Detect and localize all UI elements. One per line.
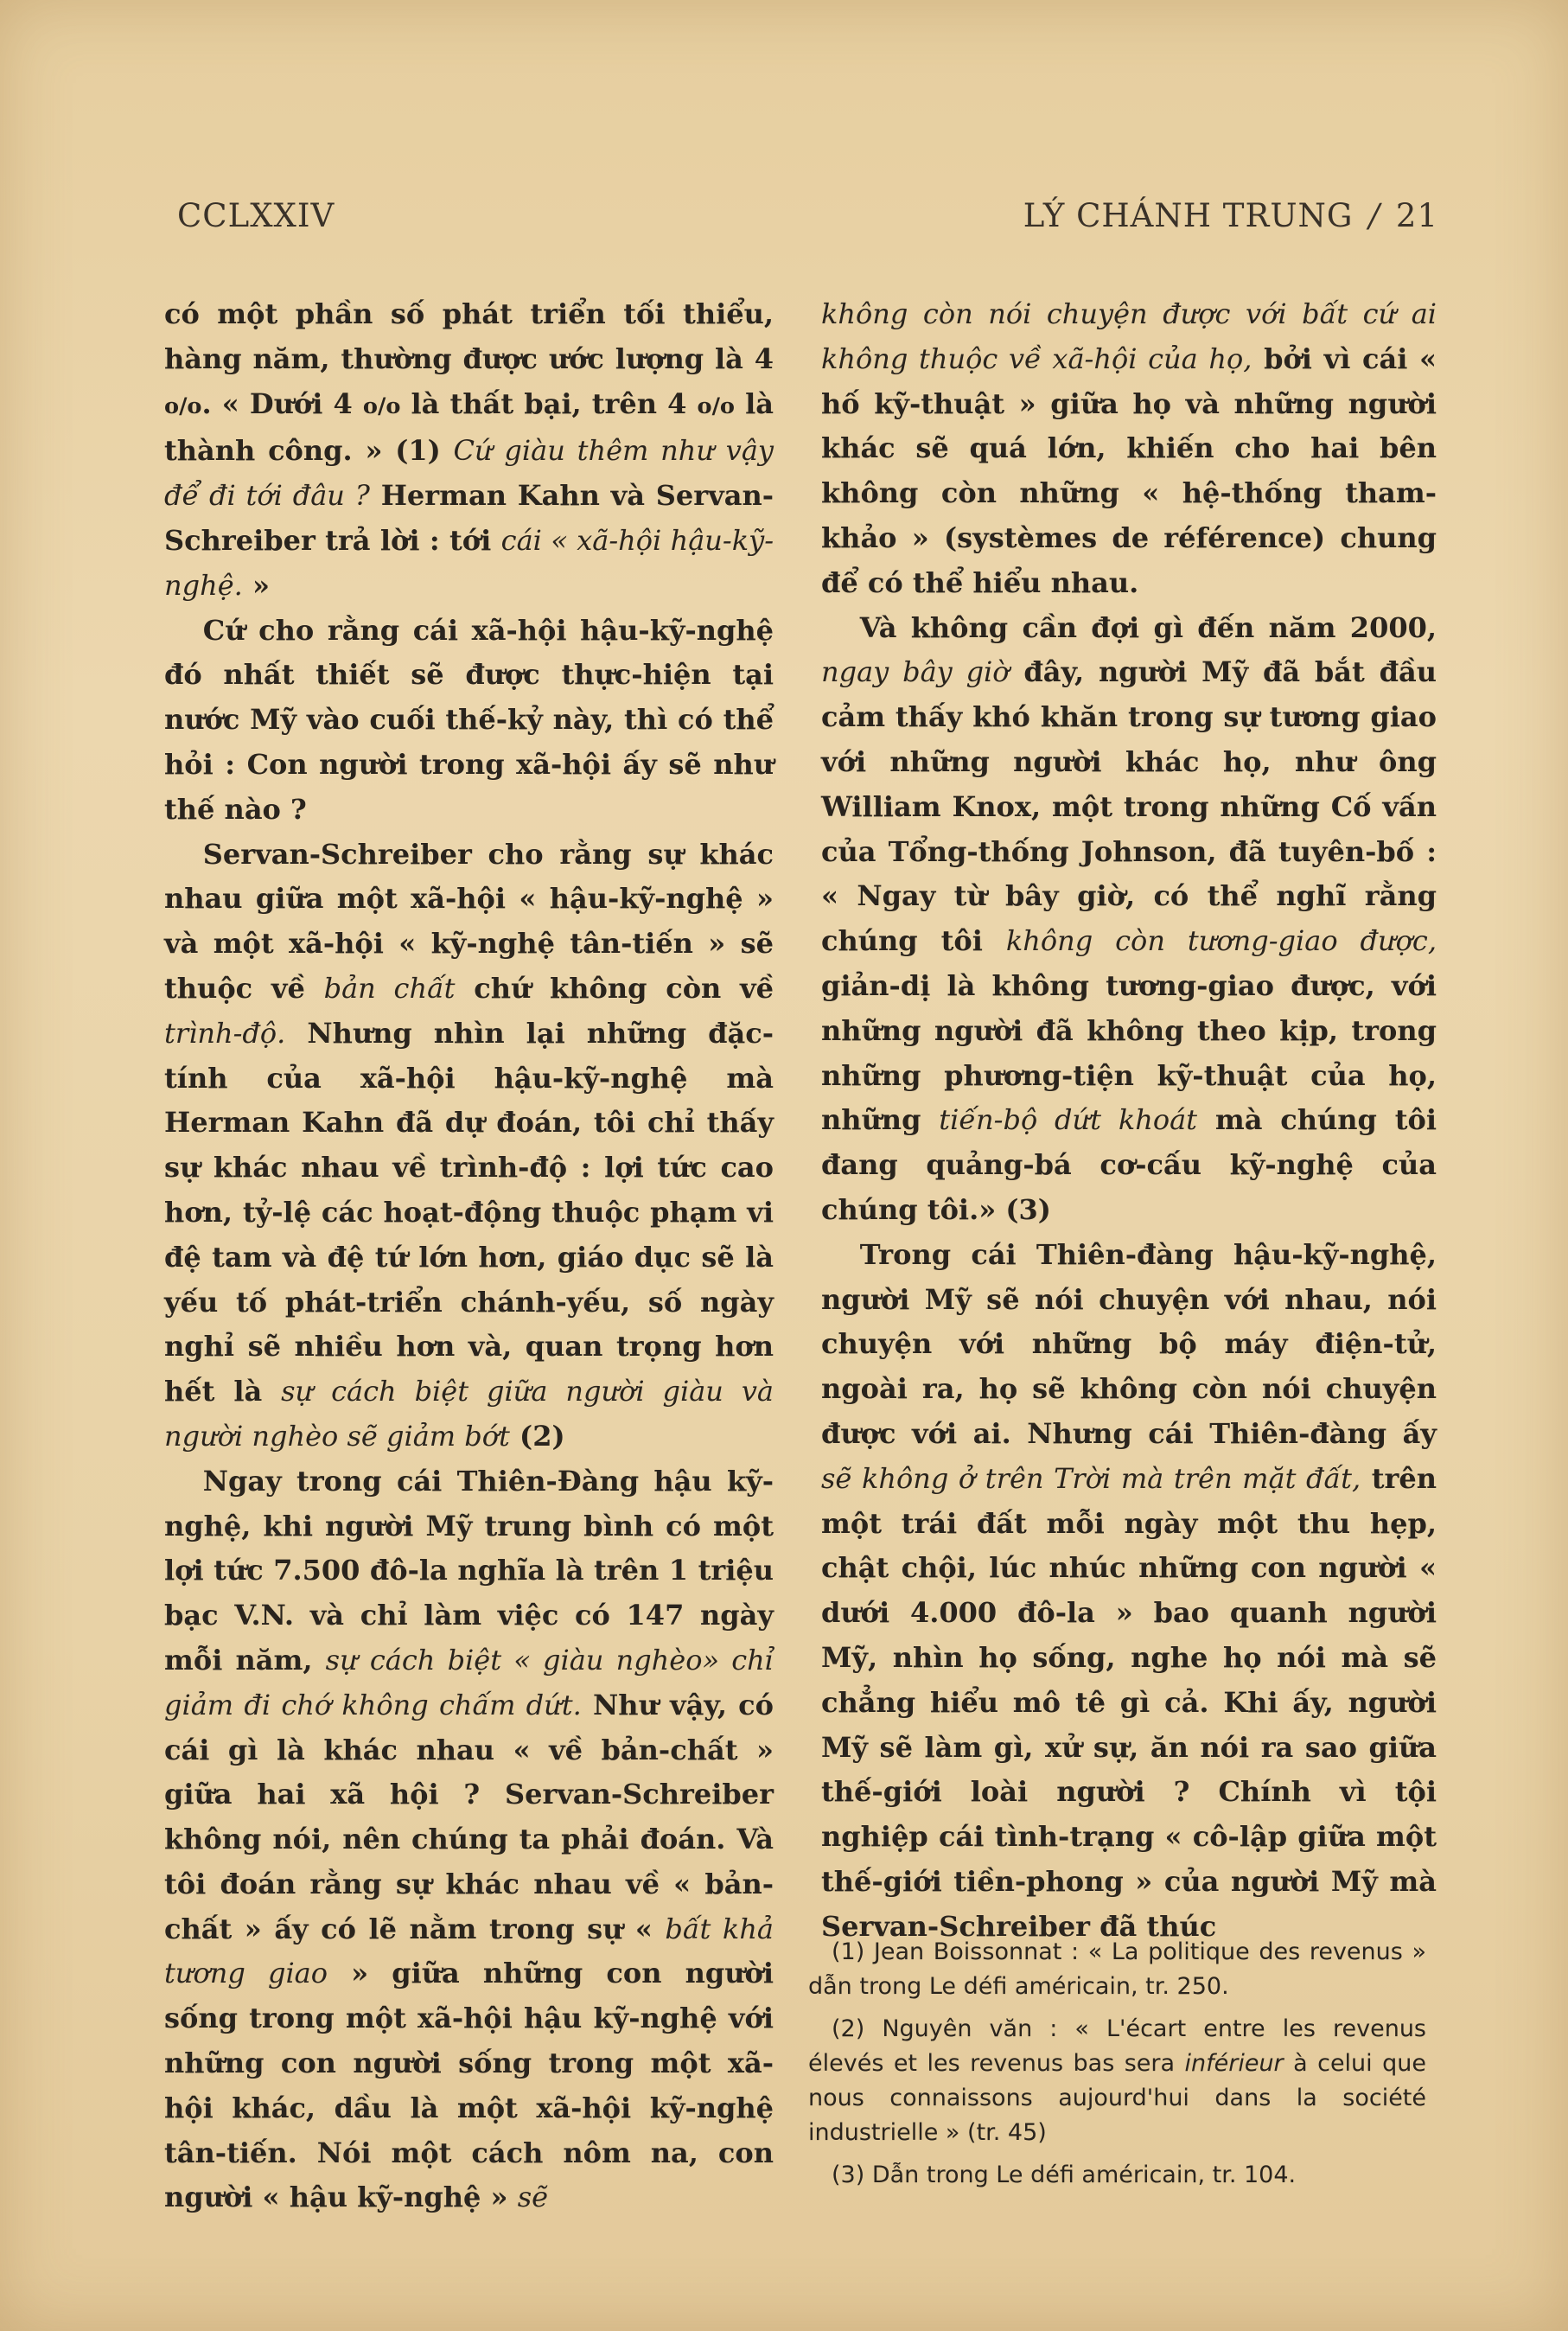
footnotes bbox=[808, 1935, 1426, 2200]
running-head-left: CCLXXIV bbox=[177, 197, 335, 234]
right-paragraph-1: không còn nói chuyện được với bất cứ ai không thuộc về xã-hội của họ, bởi vì cái « hố kỹ-thuật » giữa họ và những người khác sẽ quá lớn, khiến cho hai bên không còn những « hệ-thống tham-khảo » (systèmes de référence) chung để có thể hiểu nhau. bbox=[821, 297, 1437, 599]
running-head-author: LÝ CHÁNH TRUNG bbox=[1023, 197, 1354, 234]
footnote-3: (3) Dẫn trong Le défi américain, tr. 104. bbox=[832, 2162, 1297, 2188]
left-paragraph-4: Ngay trong cái Thiên-Đàng hậu kỹ-nghệ, khi người Mỹ trung bình có một lợi tức 7.500 đô-la nghĩa là trên 1 triệu bạc V.N. và chỉ làm việc có 147 ngày mỗi năm, sự cách biệt « giàu nghèo» chỉ giảm đi chớ không chấm dứt. Như vậy, có cái gì là khác nhau « về bản-chất » giữa hai xã hội ? Servan-Schreiber không nói, nên chúng ta phải đoán. Và tôi đoán rằng sự khác nhau về « bản-chất » ấy có lẽ nằm trong sự « bất khả tương giao » giữa những con người sống trong một xã-hội hậu kỹ-nghệ với những con người sống trong một xã-hội khác, dầu là một xã-hội kỹ-nghệ tân-tiến. Nói một cách nôm na, con người « hậu kỹ-nghệ » sẽ bbox=[164, 1464, 774, 2214]
footnote-2: (2) Nguyên văn : « L'écart entre les revenus élevés et les revenus bas sera inférieur à celui que nous connaissons aujourd'hui dans la société industrielle » (tr. 45) bbox=[808, 2015, 1426, 2146]
running-head-right bbox=[1023, 197, 1438, 234]
left-paragraph-1: có một phần số phát triển tối thiểu, hàng năm, thường được ước lượng là 4 o/o. « Dưới 4 o/o là thất bại, trên 4 o/o là thành công. » (1) Cứ giàu thêm như vậy để đi tới đâu ? Herman Kahn và Servan-Schreiber trả lời : tới cái « xã-hội hậu-kỹ-nghệ. » bbox=[164, 297, 774, 602]
running-header bbox=[177, 197, 1438, 249]
left-paragraph-2: Cứ cho rằng cái xã-hội hậu-kỹ-nghệ đó nhất thiết sẽ được thực-hiện tại nước Mỹ vào cuối thế-kỷ này, thì có thể hỏi : Con người trong xã-hội ấy sẽ như thế nào ? bbox=[164, 613, 774, 826]
page-number: 21 bbox=[1395, 197, 1438, 234]
footnote-1: (1) Jean Boissonnat : « La politique des revenus » dẫn trong Le défi américain, tr. 250. bbox=[808, 1938, 1426, 2000]
right-column bbox=[821, 292, 1437, 1949]
left-paragraph-3: Servan-Schreiber cho rằng sự khác nhau giữa một xã-hội « hậu-kỹ-nghệ » và một xã-hội « kỹ-nghệ tân-tiến » sẽ thuộc về bản chất chứ không còn về trình-độ. Nhưng nhìn lại những đặc-tính của xã-hội hậu-kỹ-nghệ mà Herman Kahn đã dự đoán, tôi chỉ thấy sự khác nhau về trình-độ : lợi tức cao hơn, tỷ-lệ các hoạt-động thuộc phạm vi đệ tam và đệ tứ lớn hơn, giáo dục sẽ là yếu tố phát-triển chánh-yếu, số ngày nghỉ sẽ nhiều hơn và, quan trọng hơn hết là sự cách biệt giữa người giàu và người nghèo sẽ giảm bớt (2) bbox=[164, 837, 774, 1453]
running-head-separator: / bbox=[1368, 197, 1380, 234]
left-column bbox=[164, 292, 774, 2220]
right-paragraph-2: Và không cần đợi gì đến năm 2000, ngay bây giờ đây, người Mỹ đã bắt đầu cảm thấy khó khăn trong sự tương giao với những người khác họ, như ông William Knox, một trong những Cố vấn của Tổng-thống Johnson, đã tuyên-bố : « Ngay từ bây giờ, có thể nghĩ rằng chúng tôi không còn tương-giao được, giản-dị là không tương-giao được, với những người đã không theo kịp, trong những phương-tiện kỹ-thuật của họ, những tiến-bộ dứt khoát mà chúng tôi đang quảng-bá cơ-cấu kỹ-nghệ của chúng tôi.» (3) bbox=[821, 610, 1437, 1226]
right-paragraph-3: Trong cái Thiên-đàng hậu-kỹ-nghệ, người Mỹ sẽ nói chuyện với nhau, nói chuyện với những bộ máy điện-tử, ngoài ra, họ sẽ không còn nói chuyện được với ai. Nhưng cái Thiên-đàng ấy sẽ không ở trên Trời mà trên mặt đất, trên một trái đất mỗi ngày một thu hẹp, chật chội, lúc nhúc những con người « dưới 4.000 đô-la » bao quanh người Mỹ, nhìn họ sống, nghe họ nói mà sẽ chẳng hiểu mô tê gì cả. Khi ấy, người Mỹ sẽ làm gì, xử sự, ăn nói ra sao giữa thế-giới loài người ? Chính vì tội nghiệp cái tình-trạng « cô-lập giữa một thế-giới tiền-phong » của người Mỹ mà Servan-Schreiber đã thúc bbox=[821, 1237, 1437, 1943]
